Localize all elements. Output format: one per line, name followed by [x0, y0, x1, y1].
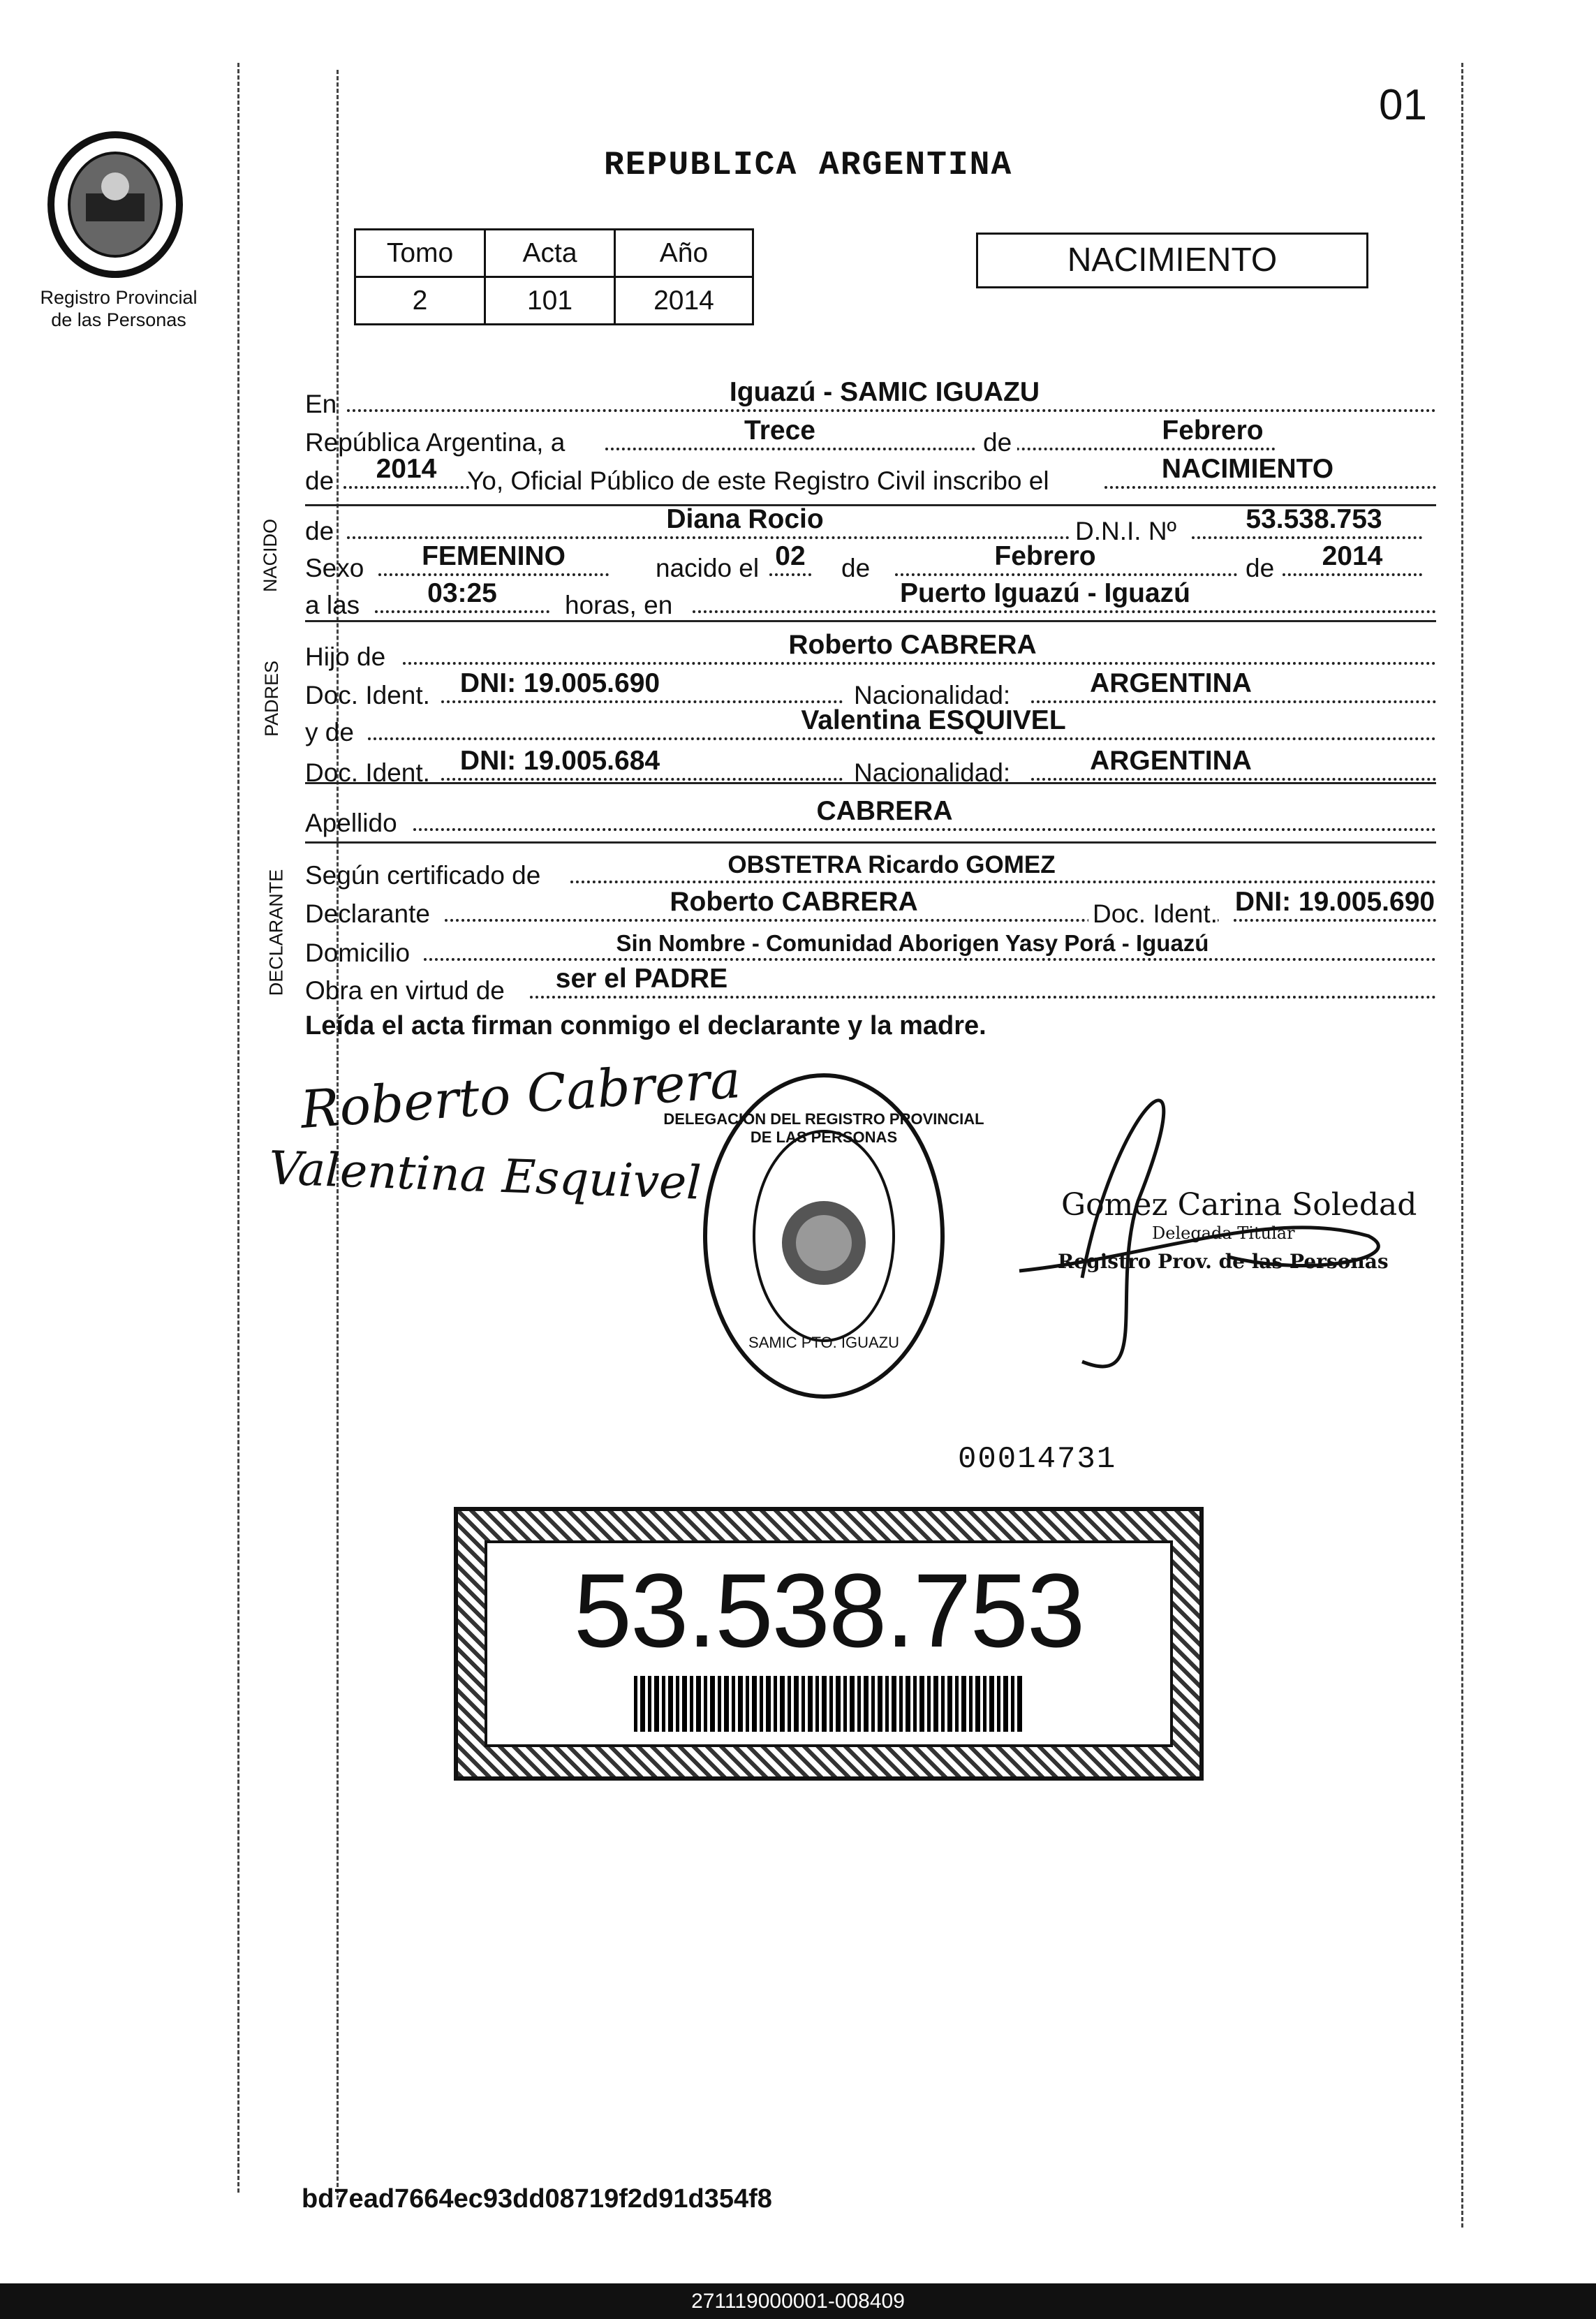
label-horas: horas, en: [565, 591, 673, 619]
id-barcode-label: [454, 1507, 1204, 1781]
value-acta: 101: [485, 277, 615, 325]
value-nacido-dia: 02: [775, 541, 806, 571]
value-padre-nacionalidad: ARGENTINA: [1090, 668, 1252, 698]
stamp-outer-text: DELEGACION DEL REGISTRO PROVINCIAL DE LAS PERSONAS: [663, 1110, 984, 1146]
value-obra: ser el PADRE: [555, 964, 728, 994]
value-certificado: OBSTETRA Ricardo GOMEZ: [727, 851, 1056, 878]
form-row-declarante: [305, 880, 1436, 928]
value-padre-doc: DNI: 19.005.690: [459, 668, 660, 698]
label-doc: Doc. Ident.: [1088, 899, 1218, 929]
value-nacido-mes: Febrero: [994, 541, 1096, 571]
form-row-madre: [305, 698, 1436, 746]
label-de: de: [977, 428, 1017, 457]
label-segun: Según certificado de: [305, 861, 541, 890]
label-de: de: [305, 466, 334, 495]
dotted-line: [1031, 778, 1436, 781]
label-alas: a las: [305, 591, 360, 619]
label-en: En: [305, 390, 337, 418]
form-row-sexo: [305, 534, 1436, 582]
form-row-nombre: [305, 497, 1436, 545]
label-nacionalidad: Nacionalidad:: [854, 681, 1011, 709]
dotted-line: [375, 610, 549, 613]
label-sexo: Sexo: [305, 554, 364, 582]
header-tomo: Tomo: [355, 230, 485, 277]
value-anio-inscripcion: 2014: [376, 454, 437, 484]
value-lugar-inscripcion: Iguazú - SAMIC IGUAZU: [729, 377, 1040, 407]
dotted-line: [413, 828, 1436, 831]
id-number: 53.538.753: [573, 1552, 1084, 1669]
dotted-line: [343, 486, 469, 489]
dotted-line: [530, 996, 1436, 999]
value-domicilio: Sin Nombre - Comunidad Aborigen Yasy Porá - Iguazú: [616, 930, 1209, 956]
document-hash: bd7ead7664ec93dd08719f2d91d354f8: [302, 2184, 772, 2214]
mother-signature: Valentina Esquivel: [267, 1141, 702, 1210]
header-acta: Acta: [485, 230, 615, 277]
label-de: de: [305, 517, 334, 545]
footer-code: 271119000001-008409: [0, 2283, 1596, 2319]
provincia-de-misiones-seal: [45, 129, 185, 279]
value-dia: Trece: [744, 415, 815, 446]
dotted-line: [441, 778, 843, 781]
label-obra: Obra en virtud de: [305, 976, 505, 1005]
side-label-nacido: NACIDO: [260, 518, 281, 593]
value-anio: 2014: [615, 277, 753, 325]
label-hijo: Hijo de: [305, 642, 386, 671]
label-oficial: Yo, Oficial Público de este Registro Civil inscribo el: [467, 466, 1049, 495]
label-doc: Doc. Ident.: [305, 681, 430, 709]
value-hora: 03:25: [427, 578, 497, 608]
form-row-certificado: [305, 841, 1436, 890]
dotted-line: [1104, 486, 1436, 489]
form-row-madre-doc: [305, 739, 1436, 787]
label-de: de: [1246, 554, 1275, 582]
record-type: NACIMIENTO: [976, 233, 1368, 288]
value-nacido-anio: 2014: [1322, 541, 1383, 571]
barcode-bars: [634, 1676, 1024, 1732]
page-number: 01: [1379, 81, 1427, 129]
side-label-padres: PADRES: [261, 660, 283, 737]
form-row-obra: [305, 957, 1436, 1005]
label-nacido: nacido el: [656, 554, 760, 582]
dotted-line: [693, 610, 1436, 613]
form-row-apellido: [305, 789, 1436, 837]
stamp-inner-text: SAMIC PTO. IGUAZU: [748, 1334, 899, 1351]
label-declarante: Declarante: [305, 899, 430, 928]
separator: [305, 620, 1436, 622]
value-apellido: CABRERA: [816, 796, 953, 826]
label-de: de: [841, 554, 871, 582]
value-mes: Febrero: [1162, 415, 1264, 446]
label-apellido: Apellido: [305, 809, 397, 837]
value-padre: Roberto CABRERA: [788, 630, 1037, 660]
side-label-declarante: DECLARANTE: [265, 869, 287, 996]
left-margin-line: [237, 63, 239, 2193]
serial-number: 00014731: [958, 1442, 1117, 1477]
value-sexo: FEMENINO: [422, 541, 566, 571]
value-madre: Valentina ESQUIVEL: [801, 705, 1066, 735]
official-office: Registro Prov. de las Personas: [1058, 1250, 1389, 1273]
value-tomo: 2: [355, 277, 485, 325]
value-lugar-nacimiento: Puerto Iguazú - Iguazú: [900, 578, 1190, 608]
label-nacionalidad: Nacionalidad:: [854, 758, 1011, 787]
label-yde: y de: [305, 718, 354, 746]
logo-caption: Registro Provincial de las Personas: [40, 287, 198, 330]
value-madre-doc: DNI: 19.005.684: [459, 746, 660, 776]
form-row-padre: [305, 623, 1436, 671]
closing-statement: Leída el acta firman conmigo el declarante y la madre.: [305, 1011, 987, 1040]
value-madre-nacionalidad: ARGENTINA: [1090, 746, 1252, 776]
form-row-hora: [305, 571, 1436, 619]
father-signature: Roberto Cabrera: [298, 1050, 743, 1140]
country-title: REPUBLICA ARGENTINA: [604, 147, 1013, 184]
form-row-domicilio: [305, 919, 1436, 967]
value-declarante: Roberto CABRERA: [670, 887, 918, 917]
label-doc: Doc. Ident.: [305, 758, 430, 787]
form-row-padre-doc: [305, 661, 1436, 709]
label-republica: República Argentina, a: [305, 428, 566, 457]
value-nombre: Diana Rocio: [666, 504, 824, 534]
form-row-inscribo: [305, 447, 1436, 495]
label-domicilio: Domicilio: [305, 938, 411, 967]
value-declarante-doc: DNI: 19.005.690: [1234, 887, 1435, 917]
header-anio: Año: [615, 230, 753, 277]
official-name: Gomez Carina Soledad: [1061, 1187, 1417, 1223]
form-row-fecha: [305, 408, 1436, 457]
official-stamp: [663, 1068, 984, 1404]
right-margin-line: [1461, 63, 1463, 2228]
value-inscribo: NACIMIENTO: [1161, 454, 1334, 484]
label-dni: D.N.I. Nº: [1075, 517, 1177, 545]
record-table: [354, 228, 754, 325]
official-title: Delegada Titular: [1152, 1223, 1295, 1243]
form-row-en: [305, 370, 1436, 418]
value-dni: 53.538.753: [1246, 504, 1382, 534]
